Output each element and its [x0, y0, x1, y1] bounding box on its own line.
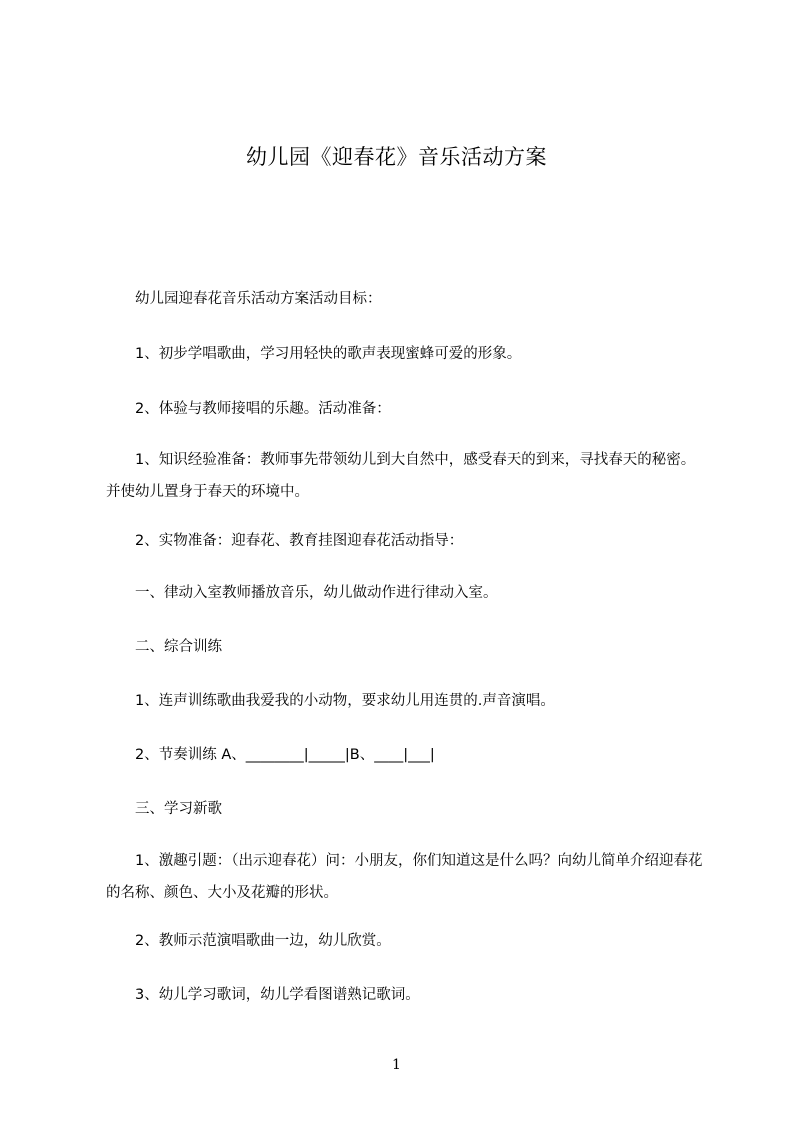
paragraph-new-song-3: 3、幼儿学习歌词，幼儿学看图谱熟记歌词。: [106, 987, 420, 1003]
paragraph-section-3-heading: 三、学习新歌: [106, 801, 222, 817]
paragraph-objectives-heading: 幼儿园迎春花音乐活动方案活动目标：: [106, 291, 382, 307]
paragraph-training-2: 2、节奏训练 A、________|_____|B、____|___|: [106, 747, 435, 763]
paragraph-objective-2: 2、体验与教师接唱的乐趣。活动准备：: [106, 401, 391, 417]
paragraph-training-1: 1、连声训练歌曲我爱我的小动物，要求幼儿用连贯的.声音演唱。: [106, 693, 555, 709]
page-number: 1: [392, 1057, 401, 1073]
paragraph-section-1: 一、律动入室教师播放音乐，幼儿做动作进行律动入室。: [106, 585, 498, 601]
paragraph-new-song-2: 2、教师示范演唱歌曲一边，幼儿欣赏。: [106, 933, 391, 949]
paragraph-preparation-1: 1、知识经验准备：教师事先带领幼儿到大自然中，感受春天的到来，寻找春天的秘密。并使幼儿置身于春天的环境中。: [106, 452, 696, 500]
paragraph-section-2-heading: 二、综合训练: [106, 639, 222, 655]
paragraph-new-song-1: 1、激趣引题：（出示迎春花）问：小朋友，你们知道这是什么吗？向幼儿简单介绍迎春花的名称、颜色、大小及花瓣的形状。: [106, 853, 703, 901]
paragraph-objective-1: 1、初步学唱歌曲，学习用轻快的歌声表现蜜蜂可爱的形象。: [106, 346, 522, 362]
paragraph-preparation-2: 2、实物准备：迎春花、教育挂图迎春花活动指导：: [106, 533, 464, 549]
document-title: 幼儿园《迎春花》音乐活动方案: [246, 145, 547, 169]
